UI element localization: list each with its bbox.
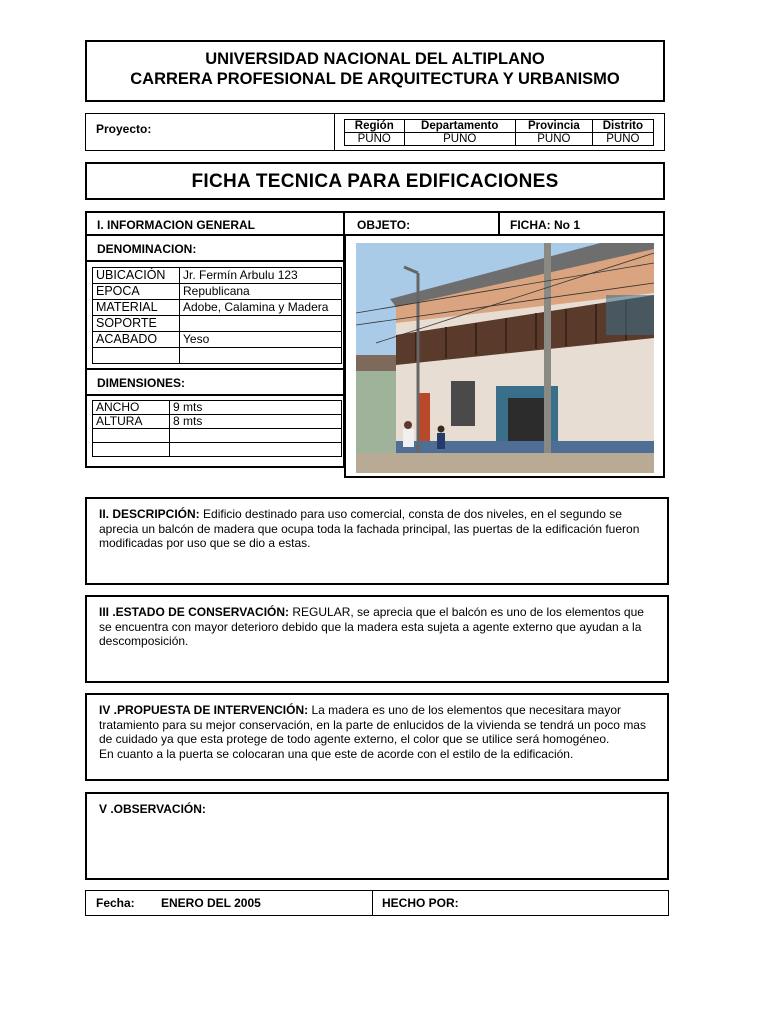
dim-value: 8 mts	[170, 415, 342, 429]
row-value	[180, 316, 342, 332]
proposal-box	[85, 693, 669, 781]
general-info-heading: I. INFORMACION GENERAL	[85, 211, 345, 236]
ficha-number: FICHA: No 1	[498, 211, 665, 236]
dim-value	[170, 429, 342, 443]
project-label: Proyecto:	[96, 122, 152, 136]
dimensions-table-box	[85, 394, 345, 468]
sheet-title: FICHA TECNICA PARA EDIFICACIONES	[85, 162, 665, 200]
utility-pole	[544, 243, 551, 473]
table-row	[93, 429, 342, 443]
date-label: Fecha:	[96, 896, 135, 910]
table-row	[93, 415, 342, 429]
person	[404, 421, 412, 429]
row-key: ACABADO	[93, 332, 180, 348]
dim-key	[93, 443, 170, 457]
dim-key: ANCHO	[93, 401, 170, 415]
row-value: Republicana	[180, 284, 342, 300]
district-header: Distrito	[592, 120, 653, 133]
university-name: UNIVERSIDAD NACIONAL DEL ALTIPLANO	[205, 50, 545, 68]
row-value: Yeso	[180, 332, 342, 348]
description-text: Edificio destinado para uso comercial, consta de dos niveles, en el segundo se aprecia un balcón de madera que ocupa toda la fachada principal, las puertas de la edificación fueron modificadas por uso que se dio a estas.	[99, 507, 640, 550]
conservation-box	[85, 595, 669, 683]
table-row	[93, 401, 342, 415]
person	[438, 426, 445, 433]
observation-box	[85, 792, 669, 880]
dim-value: 9 mts	[170, 401, 342, 415]
objeto-label: OBJETO:	[343, 211, 500, 236]
dim-key: ALTURA	[93, 415, 170, 429]
denominacion-label: DENOMINACION:	[85, 234, 345, 262]
row-value: Jr. Fermín Arbulu 123	[180, 268, 342, 284]
description-box	[85, 497, 669, 585]
general-info-table-box	[85, 260, 345, 370]
divider	[334, 114, 335, 150]
row-key: EPOCA	[93, 284, 180, 300]
region-header: Región	[345, 120, 405, 133]
region-value: PUNO	[345, 133, 405, 146]
building-photo	[356, 243, 654, 473]
table-row	[93, 348, 342, 364]
dim-key	[93, 429, 170, 443]
table-row	[93, 300, 342, 316]
dimensions-table	[92, 400, 342, 457]
department-header: Departamento	[404, 120, 515, 133]
observation-heading: V .OBSERVACIÓN:	[99, 802, 206, 816]
row-key: MATERIAL	[93, 300, 180, 316]
dim-value	[170, 443, 342, 457]
table-row	[93, 443, 342, 457]
date-value: ENERO DEL 2005	[161, 896, 261, 910]
table-row	[93, 268, 342, 284]
proposal-text: La madera es uno de los elementos que necesitara mayor tratamiento para su mejor conservación, en la parte de enlucidos de la vivienda se tendrá un poco mas de cuidado ya que esta protege de todo agente externo, el color que se utilice será homogéneo.	[99, 703, 646, 746]
made-by-label: HECHO POR:	[382, 896, 459, 910]
general-info-table	[92, 267, 342, 364]
blue-base	[396, 441, 654, 455]
department-value: PUNO	[404, 133, 515, 146]
row-value: Adobe, Calamina y Madera	[180, 300, 342, 316]
person-body	[403, 429, 414, 447]
balcony-blue-section	[606, 295, 654, 335]
person-body	[437, 433, 445, 449]
province-value: PUNO	[515, 133, 592, 146]
building-photo-frame	[344, 234, 665, 478]
footer-row	[85, 890, 669, 916]
row-value	[180, 348, 342, 364]
proposal-heading: IV .PROPUESTA DE INTERVENCIÓN:	[99, 703, 309, 717]
row-key: UBICACIÓN	[93, 268, 180, 284]
location-table	[344, 119, 654, 146]
row-key: SOPORTE	[93, 316, 180, 332]
proposal-text-2: En cuanto a la puerta se colocaran una que este de acorde con el estilo de la edificación.	[99, 746, 574, 761]
row-key	[93, 348, 180, 364]
description-heading: II. DESCRIPCIÓN:	[99, 507, 200, 521]
dimensions-heading: DIMENSIONES:	[85, 368, 345, 396]
district-value: PUNO	[592, 133, 653, 146]
divider	[372, 891, 373, 915]
table-row	[93, 316, 342, 332]
conservation-heading: III .ESTADO DE CONSERVACIÓN:	[99, 605, 290, 619]
ground	[356, 453, 654, 473]
table-row	[93, 332, 342, 348]
document-header	[85, 40, 665, 102]
window	[451, 381, 475, 426]
table-row	[93, 284, 342, 300]
career-name: CARRERA PROFESIONAL DE ARQUITECTURA Y URBANISMO	[130, 70, 620, 88]
conservation-text: REGULAR, se aprecia que el balcón es uno de los elementos que se encuentra con mayor deterioro debido que la madera esta sujeta a agente externo que ayudan a la descomposición.	[99, 605, 644, 648]
project-row	[85, 113, 665, 151]
province-header: Provincia	[515, 120, 592, 133]
